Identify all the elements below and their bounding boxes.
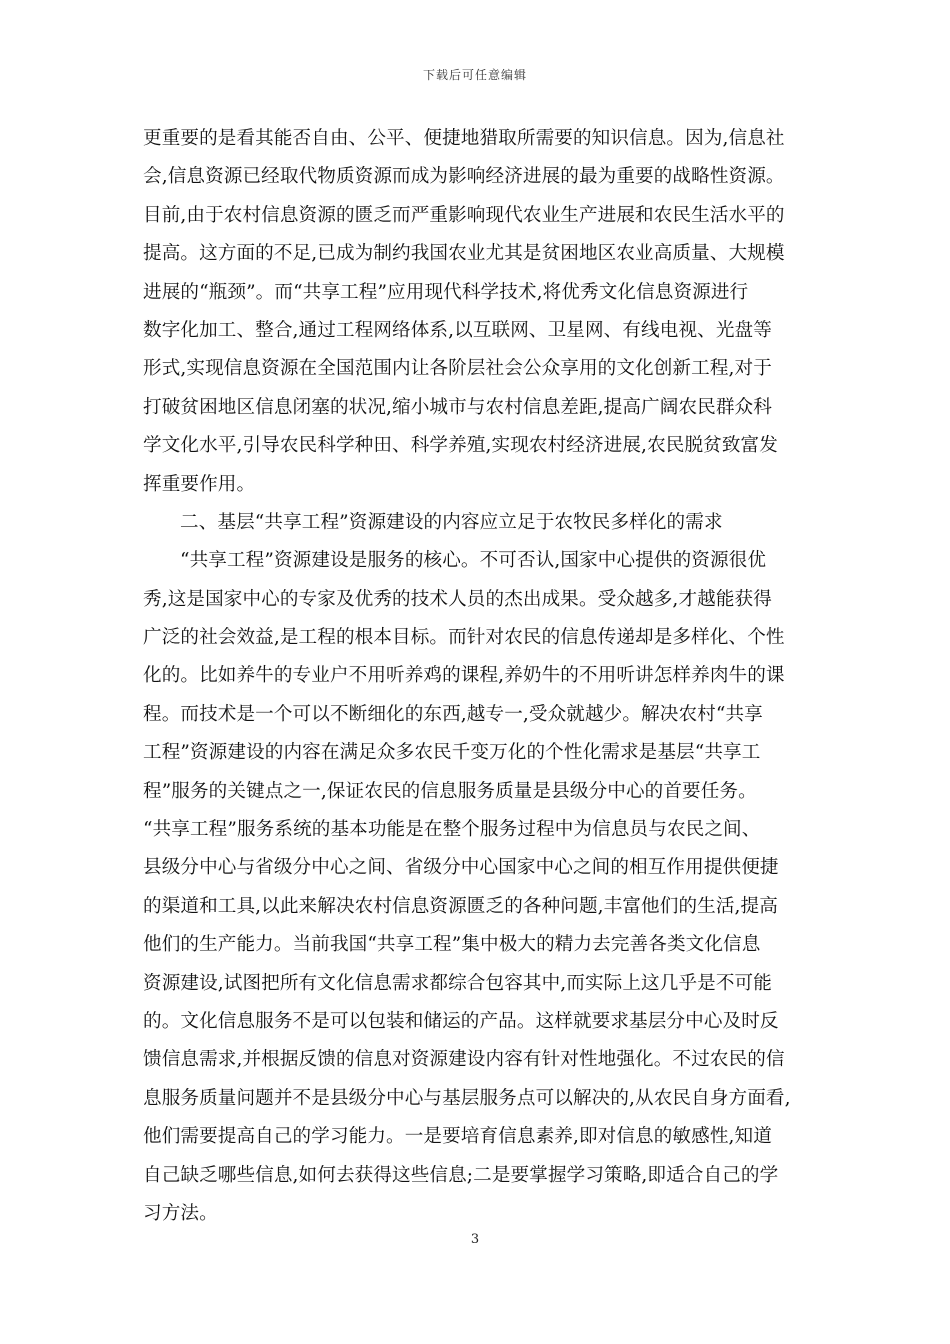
page-header: 下载后可任意编辑 — [422, 68, 527, 82]
text-line: 打破贫困地区信息闭塞的状况,缩小城市与农村信息差距,提高广阔农民群众科 — [143, 396, 772, 418]
text-line: 程。而技术是一个可以不断细化的东西,越专一,受众就越少。解决农村“共享 — [143, 703, 763, 725]
text-line: 自己缺乏哪些信息,如何去获得这些信息;二是要掌握学习策略,即适合自己的学 — [143, 1164, 779, 1186]
text-line: 目前,由于农村信息资源的匮乏而严重影响现代农业生产进展和农民生活水平的 — [143, 204, 785, 226]
text-line: 提高。这方面的不足,已成为制约我国农业尤其是贫困地区农业高质量、大规模 — [143, 243, 785, 265]
text-line: 工程”资源建设的内容在满足众多农民千变万化的个性化需求是基层“共享工 — [143, 742, 761, 764]
document-body — [143, 127, 810, 1240]
text-line: 挥重要作用。 — [143, 473, 256, 495]
section-heading: 二、基层“共享工程”资源建设的内容应立足于农牧民多样化的需求 — [180, 511, 723, 533]
page-number: 3 — [470, 1232, 480, 1247]
text-line: 数字化加工、整合,通过工程网络体系,以互联网、卫星网、有线电视、光盘等 — [143, 319, 772, 341]
text-line: “共享工程”服务系统的基本功能是在整个服务过程中为信息员与农民之间、 — [143, 819, 761, 841]
text-line: 化的。比如养牛的专业户不用听养鸡的课程,养奶牛的不用听讲怎样养肉牛的课 — [143, 665, 785, 687]
text-line: “共享工程”资源建设是服务的核心。不可否认,国家中心提供的资源很优 — [180, 550, 767, 572]
text-line: 形式,实现信息资源在全国范围内让各阶层社会公众享用的文化创新工程,对于 — [143, 358, 772, 380]
text-line: 他们需要提高自己的学习能力。一是要培育信息素养,即对信息的敏感性,知道 — [143, 1126, 772, 1148]
text-line: 馈信息需求,并根据反馈的信息对资源建设内容有针对性地强化。不过农民的信 — [143, 1049, 785, 1071]
text-line: 秀,这是国家中心的专家及优秀的技术人员的杰出成果。受众越多,才越能获得 — [143, 588, 772, 610]
text-line: 学文化水平,引导农民科学种田、科学养殖,实现农村经济进展,农民脱贫致富发 — [143, 435, 778, 457]
text-line: 更重要的是看其能否自由、公平、便捷地猎取所需要的知识信息。因为,信息社 — [143, 128, 785, 149]
text-line: 的。文化信息服务不是可以包装和储运的产品。这样就要求基层分中心及时反 — [143, 1010, 779, 1032]
text-line: 县级分中心与省级分中心之间、省级分中心国家中心之间的相互作用提供便捷 — [143, 857, 779, 879]
text-line: 的渠道和工具,以此来解决农村信息资源匮乏的各种问题,丰富他们的生活,提高 — [143, 895, 778, 917]
text-line: 习方法。 — [143, 1202, 218, 1224]
text-line: 进展的“瓶颈”。而“共享工程”应用现代科学技术,将优秀文化信息资源进行 — [143, 281, 749, 303]
text-line: 资源建设,试图把所有文化信息需求都综合包容其中,而实际上这几乎是不可能 — [143, 972, 772, 994]
text-line: 息服务质量问题并不是县级分中心与基层服务点可以解决的,从农民自身方面看, — [143, 1087, 791, 1109]
text-line: 程”服务的关键点之一,保证农民的信息服务质量是县级分中心的首要任务。 — [143, 780, 757, 802]
text-line: 会,信息资源已经取代物质资源而成为影响经济进展的最为重要的战略性资源。 — [143, 166, 785, 188]
text-line: 广泛的社会效益,是工程的根本目标。而针对农民的信息传递却是多样化、个性 — [143, 627, 785, 649]
text-line: 他们的生产能力。当前我国“共享工程”集中极大的精力去完善各类文化信息 — [143, 934, 761, 956]
